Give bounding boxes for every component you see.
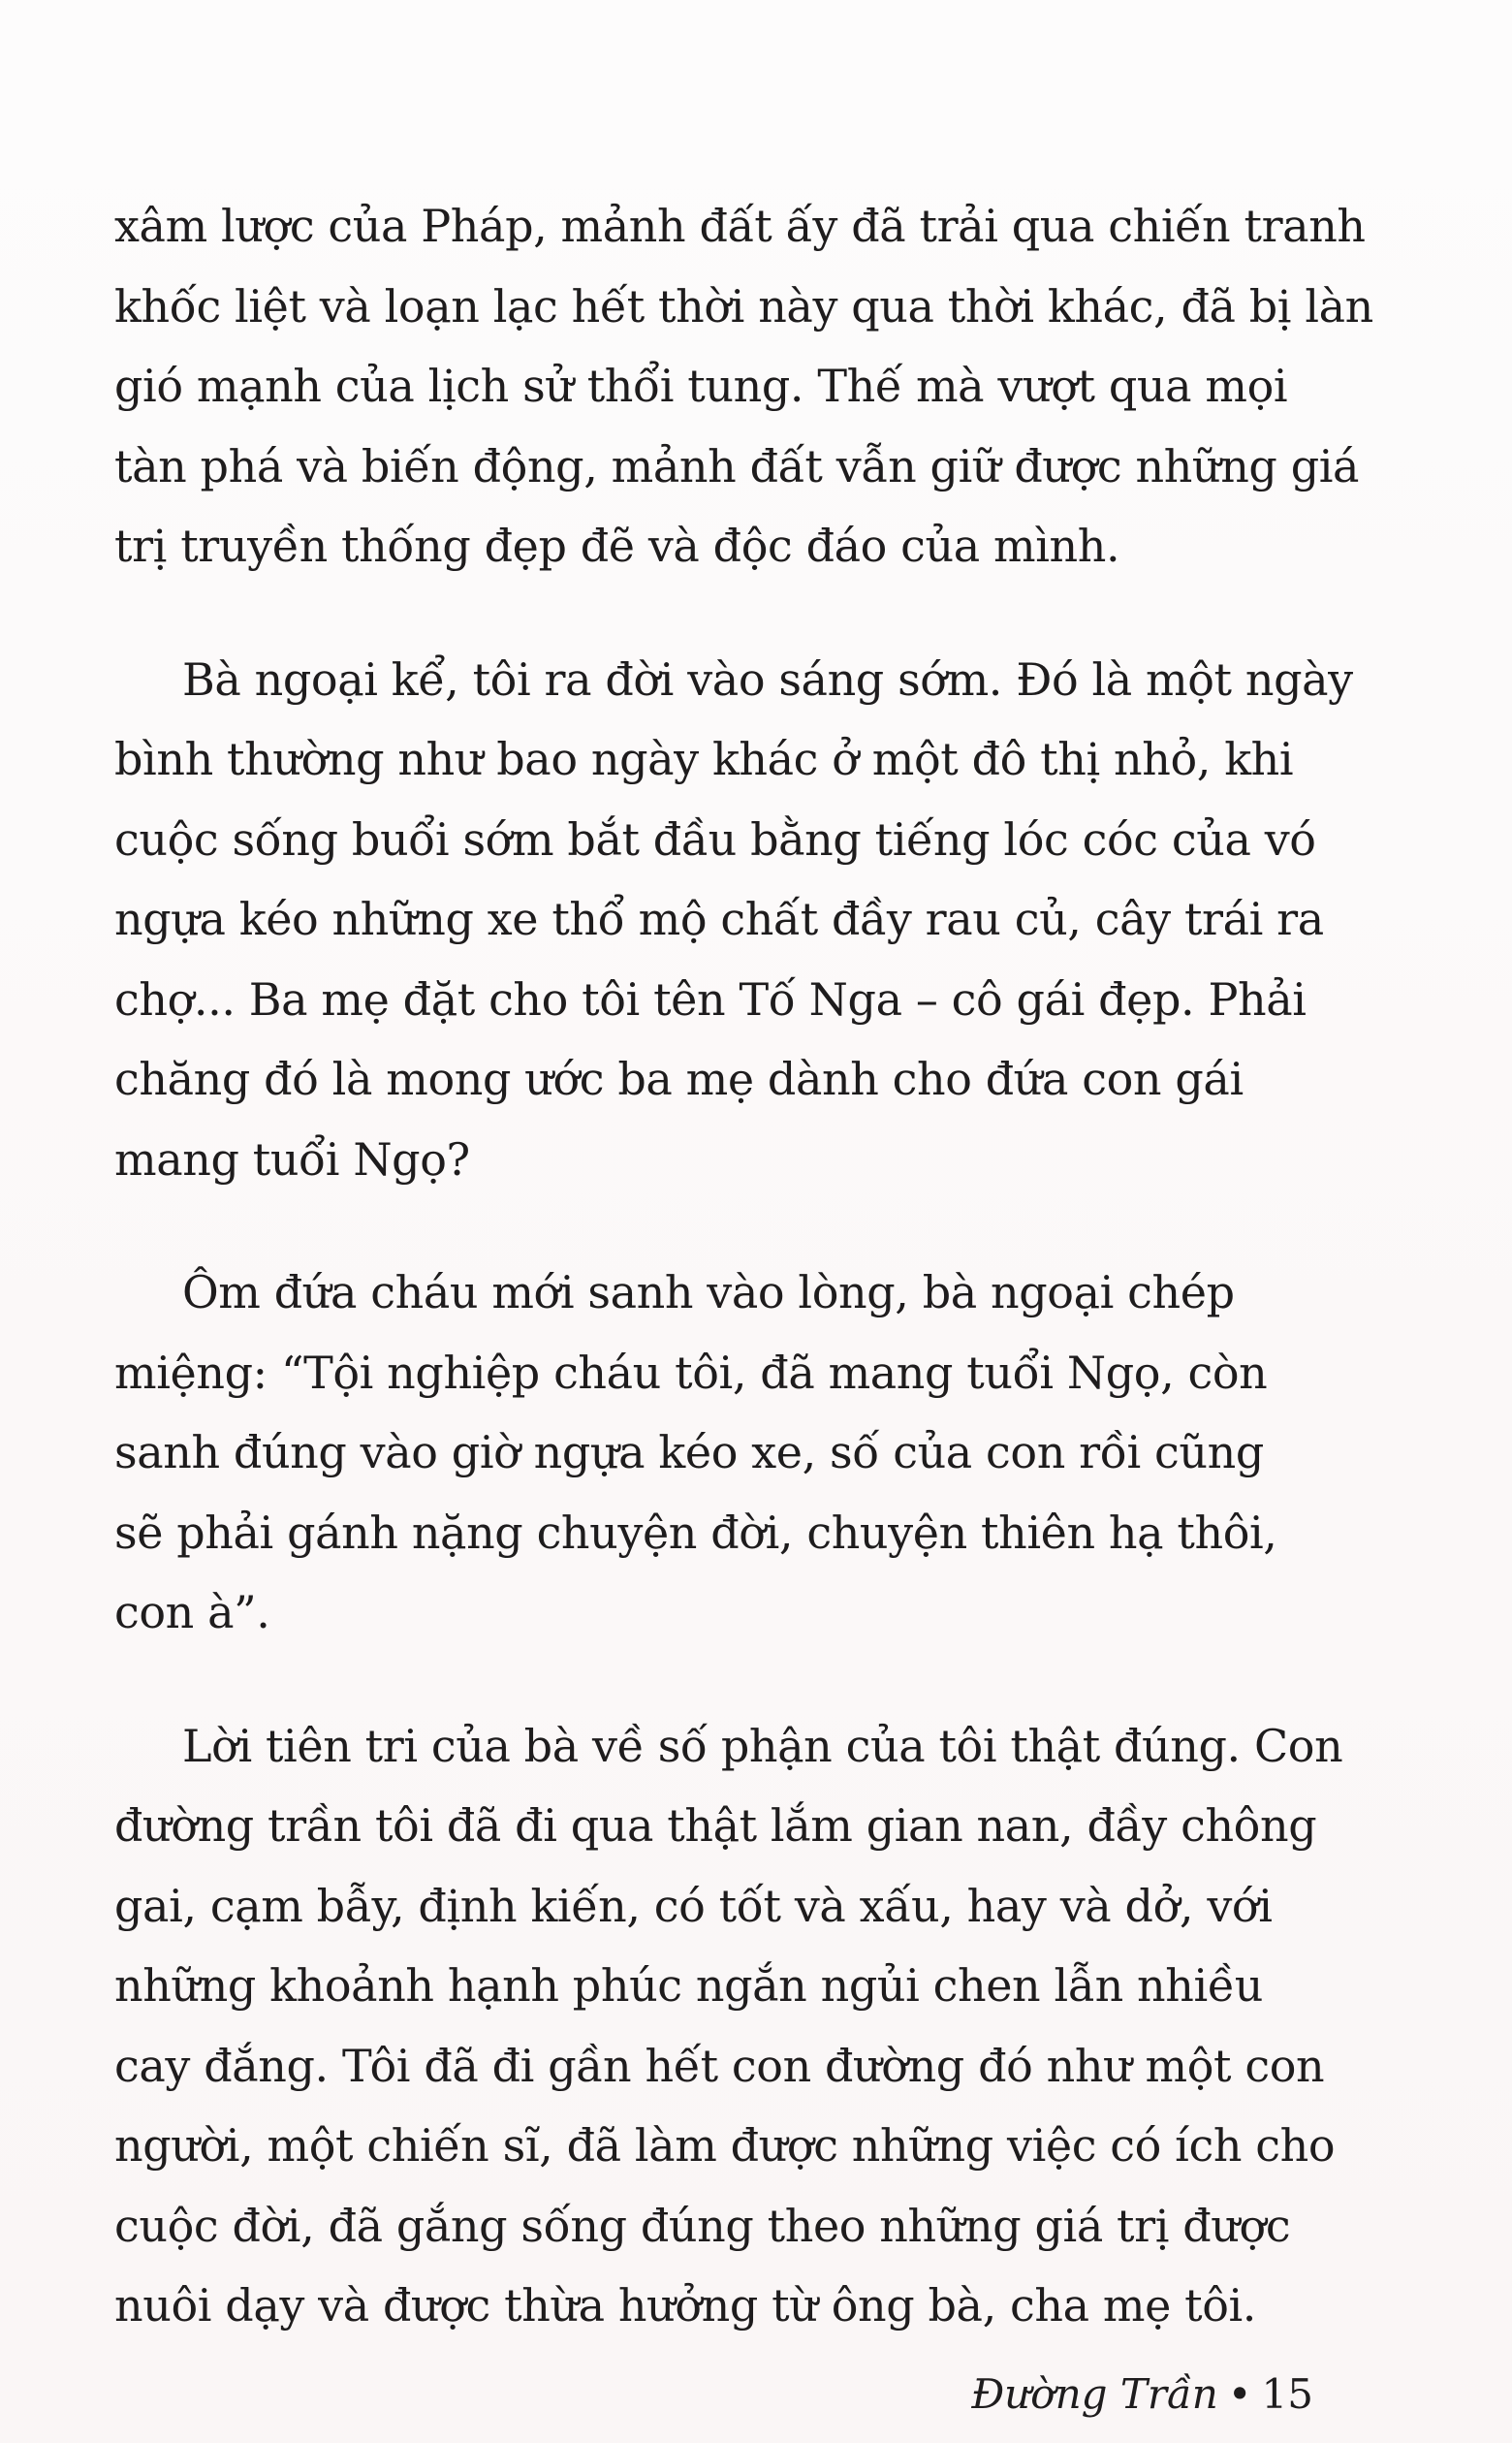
text-line: trị truyền thống đẹp đẽ và độc đáo của mình. [114, 520, 1120, 572]
text-line: bình thường như bao ngày khác ở một đô thị nhỏ, khi [114, 733, 1294, 785]
footer-separator: • [1227, 2370, 1252, 2418]
paragraph-gap [114, 587, 1336, 640]
text-line: cuộc đời, đã gắng sống đúng theo những giá trị được [114, 2199, 1291, 2252]
paragraph-2 [114, 640, 1353, 1200]
text-line: xâm lược của Pháp, mảnh đất ấy đã trải qua chiến tranh [114, 200, 1366, 252]
text-line: chăng đó là mong ước ba mẹ dành cho đứa con gái [114, 1053, 1244, 1105]
book-title: Đường Trần [971, 2370, 1218, 2418]
text-line: Bà ngoại kể, tôi ra đời vào sáng sớm. Đó là một ngày [182, 652, 1353, 706]
text-line: tàn phá và biến động, mảnh đất vẫn giữ được những giá [114, 439, 1360, 492]
body-text [114, 186, 1373, 2346]
text-line: người, một chiến sĩ, đã làm được những việc có ích cho [114, 2119, 1336, 2172]
text-line: ngựa kéo những xe thổ mộ chất đầy rau củ, cây trái ra [114, 893, 1324, 945]
text-line: Lời tiên tri của bà về số phận của tôi thật đúng. Con [182, 1719, 1343, 1772]
paragraph-4 [114, 1706, 1343, 2346]
running-footer [971, 2370, 1313, 2418]
paragraph-1 [114, 186, 1373, 587]
text-line: nuôi dạy và được thừa hưởng từ ông bà, cha mẹ tôi. [114, 2279, 1257, 2332]
text-line: mang tuổi Ngọ? [114, 1132, 470, 1186]
page-number: 15 [1261, 2370, 1313, 2418]
paragraph-gap [114, 1653, 1336, 1706]
text-line: con à”. [114, 1586, 270, 1638]
text-line: khốc liệt và loạn lạc hết thời này qua thời khác, đã bị làn [114, 279, 1373, 333]
text-line: miệng: “Tội nghiệp cháu tôi, đã mang tuổi Ngọ, còn [114, 1346, 1268, 1399]
text-line: sẽ phải gánh nặng chuyện đời, chuyện thiên hạ thôi, [114, 1506, 1277, 1559]
text-line: những khoảnh hạnh phúc ngắn ngủi chen lẫn nhiều [114, 1959, 1263, 2012]
paragraph-3 [114, 1253, 1336, 1653]
text-line: cay đắng. Tôi đã đi gần hết con đường đó như một con [114, 2039, 1325, 2092]
text-line: gai, cạm bẫy, định kiến, có tốt và xấu, hay và dở, với [114, 1879, 1273, 1932]
paragraph-gap [114, 1199, 1336, 1253]
text-line: gió mạnh của lịch sử thổi tung. Thế mà vượt qua mọi [114, 360, 1288, 412]
text-line: đường trần tôi đã đi qua thật lắm gian nan, đầy chông [114, 1799, 1317, 1852]
text-line: cuộc sống buổi sớm bắt đầu bằng tiếng lóc cóc của vó [114, 812, 1316, 866]
text-line: Ôm đứa cháu mới sanh vào lòng, bà ngoại chép [182, 1266, 1235, 1318]
text-line: sanh đúng vào giờ ngựa kéo xe, số của con rồi cũng [114, 1426, 1264, 1478]
text-line: chợ... Ba mẹ đặt cho tôi tên Tố Nga – cô gái đẹp. Phải [114, 972, 1307, 1026]
